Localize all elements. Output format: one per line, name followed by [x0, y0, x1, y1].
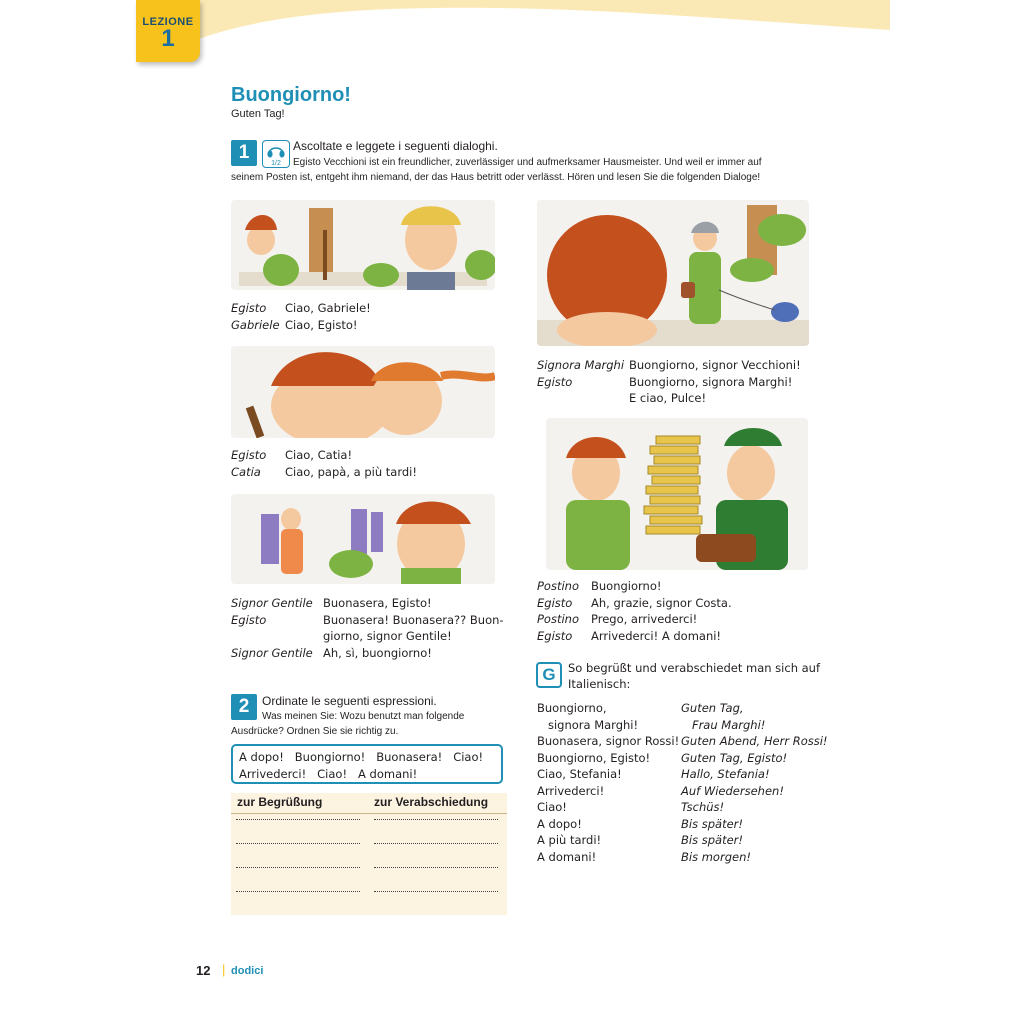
dialogue-text: Ciao, papà, a più tardi! [285, 464, 417, 479]
expressions-line1: A dopo! Buongiorno! Buonasera! Ciao! [239, 750, 484, 764]
greeting-row [537, 799, 828, 816]
dialogue-line [537, 611, 732, 628]
page-title: Buongiorno! [231, 84, 351, 106]
answer-field-greeting-2[interactable] [236, 843, 360, 844]
answer-field-greeting-1[interactable] [236, 819, 360, 820]
speaker-name: Postino [537, 612, 579, 626]
lesson-number: 1 [161, 25, 175, 52]
dialogue-text: Arrivederci! A domani! [591, 628, 722, 643]
dialogue-2 [231, 447, 417, 480]
answer-field-farewell-1[interactable] [374, 819, 498, 820]
dialogue-line [537, 374, 801, 391]
page-subtitle: Guten Tag! [231, 108, 285, 120]
dialogue-3 [231, 595, 504, 661]
exercise-1-description-line1: Egisto Vecchioni ist ein freundlicher, zuverlässiger und aufmerksamer Hausmeister. Und weil er immer auf [293, 157, 762, 168]
illustration-egisto-catia [231, 346, 495, 438]
german-phrase: Tschüs! [681, 800, 725, 814]
page-number-word: dodici [231, 965, 264, 977]
italian-phrase: Arrivederci! [537, 783, 605, 798]
speaker-name: Signora Marghi [537, 358, 625, 372]
greeting-row [537, 700, 828, 717]
answer-field-greeting-3[interactable] [236, 867, 360, 868]
german-phrase: Guten Abend, Herr Rossi! [681, 734, 828, 748]
speaker-name: Signor Gentile [231, 645, 313, 660]
speaker-name: Egisto [537, 374, 573, 389]
dialogue-line [231, 447, 417, 464]
speaker-name: Egisto [231, 448, 267, 462]
dialogue-text: giorno, signor Gentile! [323, 629, 452, 643]
dialogue-line [231, 300, 371, 317]
italian-phrase: A più tardi! [537, 833, 602, 847]
italian-phrase: Buongiorno, [537, 701, 607, 715]
lesson-label: LEZIONE [142, 16, 194, 28]
illustration-postino [546, 418, 808, 570]
italian-phrase: Buongiorno, Egisto! [537, 750, 651, 765]
answer-field-farewell-4[interactable] [374, 891, 498, 892]
italian-phrase: Buonasera, signor Rossi! [537, 734, 680, 748]
audio-track-label: 1/2 [271, 160, 281, 167]
grammar-intro-line2: Italienisch: [568, 677, 631, 691]
dialogue-text: Buongiorno! [591, 579, 662, 593]
german-phrase: Bis später! [681, 816, 743, 831]
dialogue-text: Prego, arrivederci! [591, 612, 698, 626]
answer-field-farewell-3[interactable] [374, 867, 498, 868]
speaker-name: Egisto [231, 301, 267, 315]
german-phrase: Hallo, Stefania! [681, 767, 770, 781]
dialogue-text: Ciao, Egisto! [285, 317, 358, 332]
dialogue-4 [537, 357, 801, 407]
italian-phrase: Ciao! [537, 800, 567, 814]
german-phrase: Bis später! [681, 833, 743, 847]
exercise-2-description-line1: Was meinen Sie: Wozu benutzt man folgende [262, 711, 465, 722]
exercise-2-number: 2 [231, 694, 257, 720]
column-header-farewell: zur Verabschiedung [374, 795, 489, 809]
speaker-name [231, 628, 323, 645]
speaker-name: Postino [537, 579, 579, 593]
greeting-row [537, 733, 828, 750]
exercise-1-instruction: Ascoltate e leggete i seguenti dialoghi. [293, 139, 498, 153]
exercise-2-instruction: Ordinate le seguenti espressioni. [262, 694, 437, 708]
dialogue-text: Buongiorno, signora Marghi! [629, 374, 793, 389]
greeting-row [537, 816, 828, 833]
dialogue-5 [537, 578, 732, 644]
footer-separator: | [222, 962, 226, 977]
sorting-table [231, 793, 507, 915]
expressions-line2: Arrivederci! Ciao! A domani! [239, 766, 418, 781]
dialogue-line [537, 390, 801, 407]
illustration-signor-gentile [231, 494, 495, 584]
dialogue-line [537, 595, 732, 612]
german-phrase: Bis morgen! [681, 849, 751, 864]
italian-phrase: A domani! [537, 849, 597, 864]
speaker-name: Egisto [231, 612, 267, 627]
page-number: 12 [196, 963, 211, 978]
dialogue-text: Buongiorno, signor Vecchioni! [629, 358, 801, 372]
header-band [136, 0, 890, 40]
dialogue-line [537, 578, 732, 595]
illustration-egisto-gabriele [231, 200, 495, 290]
speaker-name [537, 390, 629, 407]
dialogue-line [231, 464, 417, 481]
dialogue-text: Buonasera, Egisto! [323, 596, 432, 610]
lesson-tab [136, 0, 200, 62]
greeting-row [537, 832, 828, 849]
greeting-row [537, 849, 828, 866]
german-phrase: Auf Wiedersehen! [681, 783, 784, 798]
greeting-row [537, 717, 828, 734]
speaker-name: Catia [231, 464, 261, 479]
exercise-1-description-line2: seinem Posten ist, entgeht ihm niemand, der das Haus betritt oder verlässt. Hören und lesen Sie die folgenden Dialoge! [231, 172, 761, 183]
greeting-row [537, 766, 828, 783]
greetings-list [537, 700, 828, 865]
german-phrase: Guten Tag, Egisto! [681, 750, 788, 765]
dialogue-line [231, 612, 504, 629]
greeting-row [537, 750, 828, 767]
dialogue-line [231, 628, 504, 645]
exercise-2-description-line2: Ausdrücke? Ordnen Sie sie richtig zu. [231, 726, 399, 737]
italian-phrase: signora Marghi! [537, 717, 639, 732]
illustration-signora-marghi [537, 200, 809, 346]
dialogue-1 [231, 300, 371, 333]
dialogue-text: Buonasera! Buonasera?? Buon- [323, 612, 504, 627]
speaker-name: Egisto [537, 595, 573, 610]
dialogue-line [231, 645, 504, 662]
dialogue-line [537, 357, 801, 374]
greeting-row [537, 783, 828, 800]
answer-field-farewell-2[interactable] [374, 843, 498, 844]
dialogue-text: Ah, grazie, signor Costa. [591, 595, 732, 610]
dialogue-line [537, 628, 732, 645]
dialogue-text: Ciao, Catia! [285, 448, 353, 462]
exercise-1-number: 1 [231, 140, 257, 166]
answer-field-greeting-4[interactable] [236, 891, 360, 892]
italian-phrase: Ciao, Stefania! [537, 767, 622, 781]
table-divider [231, 813, 507, 814]
italian-phrase: A dopo! [537, 816, 582, 831]
dialogue-text: Ah, sì, buongiorno! [323, 645, 432, 660]
headphones-icon [263, 142, 289, 160]
audio-track-badge[interactable] [262, 140, 290, 168]
dialogue-text: Ciao, Gabriele! [285, 301, 371, 315]
grammar-badge: G [536, 662, 562, 688]
speaker-name: Egisto [537, 628, 573, 643]
german-phrase: Guten Tag, [681, 701, 744, 715]
dialogue-line [231, 317, 371, 334]
speaker-name: Gabriele [231, 317, 280, 332]
german-phrase: Frau Marghi! [681, 717, 766, 732]
dialogue-text: E ciao, Pulce! [629, 391, 707, 405]
grammar-intro-line1: So begrüßt und verabschiedet man sich auf [568, 661, 821, 675]
expressions-box [231, 744, 503, 784]
column-header-greeting: zur Begrüßung [237, 795, 323, 809]
speaker-name: Signor Gentile [231, 596, 313, 610]
dialogue-line [231, 595, 504, 612]
